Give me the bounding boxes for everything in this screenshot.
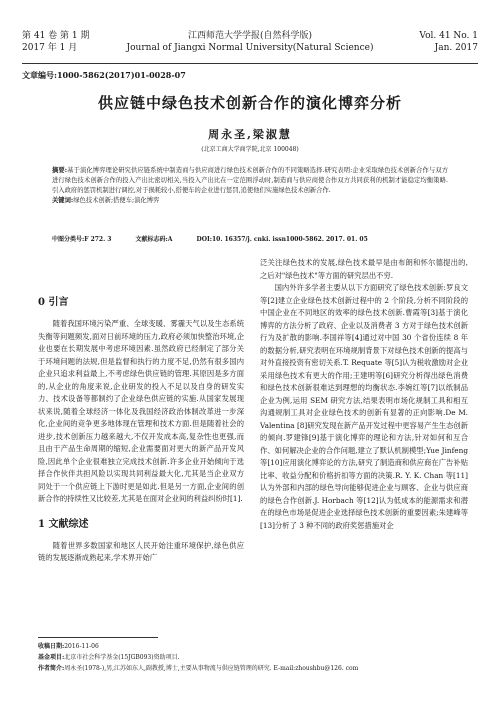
clc-number: 中图分类号:F 272. 3 [52, 236, 112, 243]
footnote-rule [38, 637, 158, 638]
journal-name: 江西师范大学学报(自然科学版) Journal of Jiangxi Normal University(Natural Science) [126, 31, 374, 53]
section-heading-intro: 0 引言 [38, 297, 69, 308]
body-paragraph: 随着世界多数国家和地区人民开始注重环境保护,绿色供应链的发展逐渐成熟起来,学术界开始广 [38, 540, 244, 562]
body-paragraph: 国内外许多学者主要从以下方面研究了绿色技术创新:罗良文等[2]建立企业绿色技术创新过程中的 2 个阶段,分析不同阶段的中国企业在不同地区的效率的绿色技术创新.曹霞等[3]基于演化博弈的方法分析了政府、企业以及消费者 3 方对于绿色技术创新行为及扩散的影响.李国祥等[4]通过对中国 30 个省份连续 8 年的数据分析,研究表明在环境规制背景下对绿色技术创新的提高与对外直接投资有密切关系.T. Requate 等[5]认为税收激励对企业采用绿色技术有更大的作用;王建明等[6]研究分析得出绿色消费和绿色技术创新很难达到理想的均衡状态.李婉红等[7]以纸制品企业为例,运用 SEM 研究方法,结果表明市场化规制工具和相互沟通规制工具对企业绿色技术的创新有显著的正向影响.De M. Valentina [8]研究发现在新产品开发过程中更容易产生生态创新的倾向.罗建锋[9]基于演化博弈的理论和方法,针对如何和互合作、如何解决企业的合作问题,建立了默认机制模型;Yue Jinfeng 等[10]应用演化博弈论的方法,研究了制造商和供应商在广告补贴比率、收益分配和价格折扣等方面的决策.R. Y. K. Chan 等[11]认为外部和内部的绿色导向能够促进企业与顾客、企业与供应商的绿色合作创新.J. Horbach 等[12]认为低成本的能源需求和潜在的绿色市场是促进企业选择绿色技术创新的重要因素;朱建峰等[13]分析了 3 种不同的政府奖惩措施对企 [260, 283, 468, 530]
left-column [38, 296, 244, 641]
running-header [22, 30, 478, 70]
abstract-text: 基于演化博弈理论研究供应链系统中制造商与供应商进行绿色技术创新合作的不同策略选择.研究表明:企业采取绿色技术创新合作与双方进行绿色技术创新合作的投入产出比密切相关,当投入产出比在一定范围浮动时,制造商与供应商使合作双方共同获利的机制才能稳定均衡策略.引入政府的惩罚机制进行调控,对于损耗较小,搭便车的企业进行惩罚,追使他们实施绿色技术创新合作. [52, 167, 448, 194]
volume-issue-en: Vol. 41 No. 1 Jan. 2017 [419, 31, 478, 53]
paper-title: 供应链中绿色技术创新合作的演化博弈分析 [97, 94, 402, 112]
keywords [52, 196, 448, 206]
volume-issue: 第 41 卷 第 1 期 2017 年 1 月 [22, 31, 90, 53]
authors: 周永圣,梁淑慧 [208, 128, 292, 141]
footnote [38, 641, 470, 674]
author-bio: 作者简介:周永圣(1978-),男,江苏如东人,副教授,博士,主要从事物流与供应链管理的研究. E-mail:zhoushbu@126. com [38, 665, 359, 672]
affiliation: (北京工商大学商学院,北京 100048) [201, 146, 299, 153]
article-number: 文章编号:1000-5862(2017)01-0028-07 [22, 70, 186, 80]
abstract [52, 166, 448, 196]
body-paragraph: 泛关注绿色技术的发展,绿色技术最早是由布朗和怀尔德提出的,之后对"绿色技术"等方面的研究层出不穷. [260, 258, 468, 280]
abstract-label: 摘要: [52, 167, 68, 174]
abstract-block [52, 166, 448, 206]
body-paragraph: 随着我国环境污染严重、全球变暖、雾霾天气以及生态系统失衡等问题频发,面对日前环境的压力,政府必须加快整治环境,企业也要在长期发展中考虑环境因素.虽然政府已经制定了部分关于环境问题的法规,但是监督和执行的力度不足,仍然有很多国内企业只追求利益最上,不考虑绿色供应链的管理.其原因是多方面的,从企业的角度来说,企业研发的投入不足以及自身的研发实力、技术设备等都制约了企业绿色供应链的实施.从国家发展现状来说,随着全球经济一体化及我国经济政治体制改革进一步深化,企业间的竞争更多地体现在管理和技术方面.但是随着社会的进步,技术创新压力越来越大,不仅开发成本高,复杂性也更强,而且由于产品生命周期的缩短,企业需要面对更大的新产品开发风险,因此单个企业很难独立完成技术创新.许多企业开始倾向于选择合作伙伴共担风险以实现共同利益最大化,尤其是当企业双方同处于一个供应链上下游时更是如此.但是另一方面,企业间的创新合作的持续性又比较差,尤其是在面对企业间的利益纠纷时[1]. [38, 319, 244, 503]
received-date: 收稿日期:2016-11-06 [38, 643, 99, 650]
keywords-text: 绿色技术创新;搭便车;演化博弈 [73, 197, 160, 204]
right-column [260, 257, 468, 635]
fund-info: 基金项目:北京市社会科学基金(15JGB093)资助项目. [38, 654, 180, 661]
header-rule [22, 63, 478, 64]
keywords-label: 关键词: [52, 197, 74, 204]
classification-meta [52, 234, 448, 243]
section-heading-review: 1 文献综述 [38, 518, 89, 530]
doc-code: 文献标志码:A [135, 236, 173, 243]
doi: DOI:10. 16357/j. cnki. issn1000-5862. 2017. 01. 05 [196, 236, 368, 243]
